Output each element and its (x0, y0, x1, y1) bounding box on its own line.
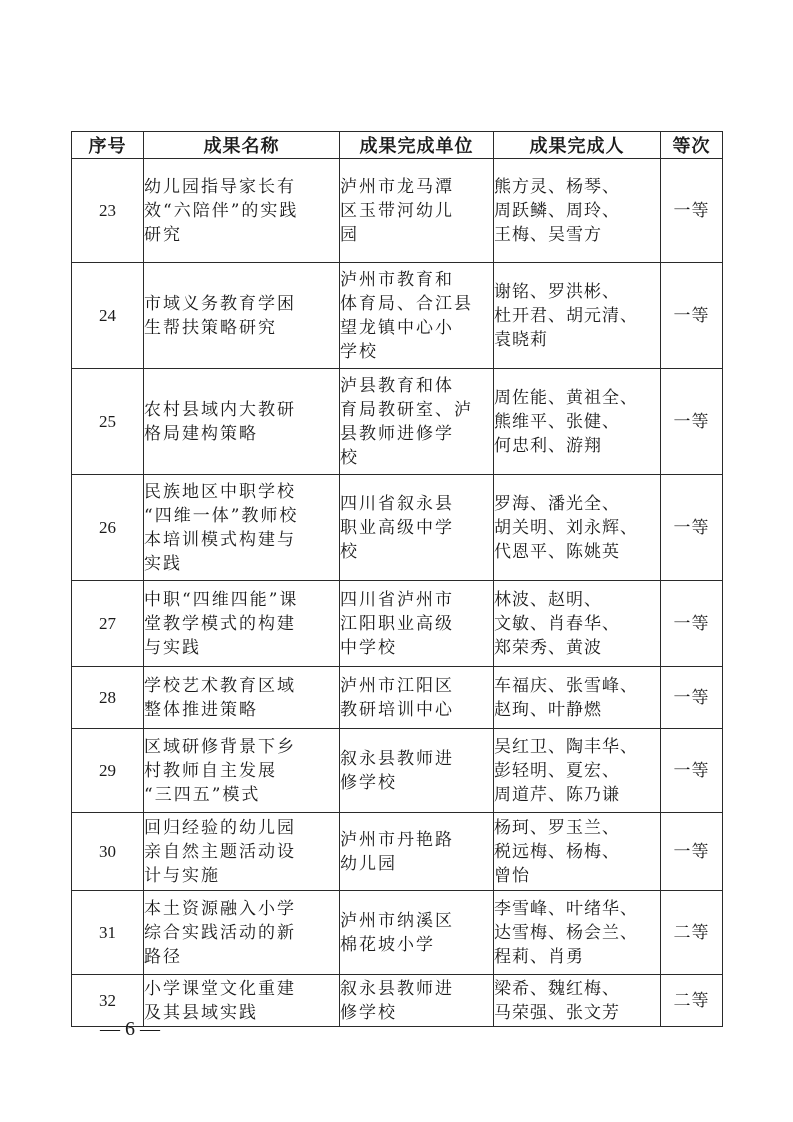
cell-completing-unit-text: 四川省泸州市 江阳职业高级 中学校 (340, 589, 454, 658)
cell-achievement-name (144, 475, 340, 581)
cell-grade-text: 一等 (673, 517, 710, 538)
cell-completing-unit-text: 四川省叙永县 职业高级中学 校 (340, 493, 454, 562)
cell-achievement-name (144, 581, 340, 667)
cell-achievement-name (144, 369, 340, 475)
cell-achievement-name (144, 891, 340, 975)
table-row (72, 159, 723, 263)
cell-completing-unit (340, 813, 494, 891)
cell-grade (661, 263, 723, 369)
cell-serial-number (72, 581, 144, 667)
header-completing-unit: 成果完成单位 (340, 132, 494, 159)
cell-grade-text: 一等 (673, 411, 710, 432)
cell-completing-unit (340, 369, 494, 475)
cell-completing-unit-text: 泸州市教育和 体育局、合江县 望龙镇中心小 学校 (340, 269, 473, 362)
cell-completing-unit (340, 667, 494, 729)
cell-serial-number (72, 263, 144, 369)
cell-completing-unit-text: 泸县教育和体 育局教研室、泸 县教师进修学 校 (340, 375, 473, 468)
cell-achievement-name-text: 农村县域内大教研 格局建构策略 (144, 399, 296, 444)
cell-completing-persons-text: 吴红卫、陶丰华、 彭轻明、夏宏、 周道芹、陈乃谦 (494, 736, 638, 805)
cell-completing-persons-text: 梁希、魏红梅、 马荣强、张文芳 (494, 978, 620, 1023)
cell-completing-persons-text: 周佐能、黄祖全、 熊维平、张健、 何忠利、游翔 (494, 387, 638, 456)
cell-achievement-name-text: 民族地区中职学校 “四维一体”教师校 本培训模式构建与 实践 (144, 481, 299, 574)
cell-grade-text: 一等 (673, 200, 710, 221)
header-grade: 等次 (661, 132, 723, 159)
cell-grade (661, 729, 723, 813)
cell-achievement-name (144, 159, 340, 263)
cell-completing-unit (340, 263, 494, 369)
cell-serial-number (72, 475, 144, 581)
table-body (72, 159, 723, 1027)
cell-completing-unit (340, 729, 494, 813)
cell-serial-number (72, 369, 144, 475)
cell-completing-persons (494, 729, 661, 813)
cell-achievement-name-text: 幼儿园指导家长有 效“六陪伴”的实践 研究 (144, 176, 299, 245)
cell-completing-persons-text: 李雪峰、叶绪华、 达雪梅、杨会兰、 程莉、肖勇 (494, 898, 638, 967)
cell-completing-persons (494, 263, 661, 369)
cell-completing-unit-text: 叙永县教师进 修学校 (340, 978, 454, 1023)
table-row (72, 891, 723, 975)
header-achievement-name: 成果名称 (144, 132, 340, 159)
cell-completing-persons (494, 369, 661, 475)
cell-grade-text: 一等 (673, 687, 710, 708)
cell-serial-number-text: 29 (99, 760, 116, 780)
cell-completing-persons (494, 159, 661, 263)
table-row (72, 263, 723, 369)
table-row (72, 813, 723, 891)
cell-serial-number-text: 30 (99, 841, 116, 861)
table-row (72, 581, 723, 667)
cell-grade-text: 二等 (673, 990, 710, 1011)
cell-completing-persons (494, 891, 661, 975)
cell-completing-unit-text: 泸州市龙马潭 区玉带河幼儿 园 (340, 176, 454, 245)
cell-serial-number-text: 27 (99, 613, 116, 633)
cell-serial-number (72, 891, 144, 975)
header-completing-persons: 成果完成人 (494, 132, 661, 159)
header-serial-number: 序号 (72, 132, 144, 159)
cell-completing-persons (494, 813, 661, 891)
cell-grade-text: 一等 (673, 841, 710, 862)
cell-serial-number-text: 32 (99, 990, 116, 1010)
cell-serial-number (72, 729, 144, 813)
awards-table (71, 131, 723, 1027)
cell-achievement-name (144, 813, 340, 891)
cell-achievement-name-text: 中职“四维四能”课 堂教学模式的构建 与实践 (144, 589, 299, 658)
cell-completing-persons-text: 罗海、潘光全、 胡关明、刘永辉、 代恩平、陈姚英 (494, 493, 638, 562)
cell-grade (661, 369, 723, 475)
table-row (72, 369, 723, 475)
cell-completing-persons-text: 杨珂、罗玉兰、 税远梅、杨梅、 曾怡 (494, 817, 620, 886)
cell-achievement-name-text: 市域义务教育学困 生帮扶策略研究 (144, 293, 296, 338)
cell-completing-unit (340, 975, 494, 1027)
cell-completing-persons-text: 车福庆、张雪峰、 赵珣、叶静燃 (494, 675, 638, 720)
cell-grade (661, 159, 723, 263)
cell-completing-persons (494, 475, 661, 581)
cell-completing-unit (340, 159, 494, 263)
cell-completing-persons-text: 熊方灵、杨琴、 周跃鳞、周玲、 王梅、吴雪方 (494, 176, 620, 245)
table-row (72, 729, 723, 813)
cell-achievement-name-text: 本土资源融入小学 综合实践活动的新 路径 (144, 898, 296, 967)
cell-completing-unit (340, 581, 494, 667)
table-header-row (72, 132, 723, 159)
cell-achievement-name-text: 区域研修背景下乡 村教师自主发展 “三四五”模式 (144, 736, 296, 805)
cell-achievement-name-text: 小学课堂文化重建 及其县域实践 (144, 978, 296, 1023)
cell-completing-persons-text: 林波、赵明、 文敏、肖春华、 郑荣秀、黄波 (494, 589, 620, 658)
table-row (72, 667, 723, 729)
cell-grade-text: 一等 (673, 305, 710, 326)
cell-serial-number (72, 667, 144, 729)
cell-serial-number-text: 28 (99, 687, 116, 707)
cell-serial-number-text: 24 (99, 305, 116, 325)
cell-grade (661, 975, 723, 1027)
cell-grade-text: 二等 (673, 922, 710, 943)
cell-serial-number-text: 23 (99, 200, 116, 220)
cell-completing-persons (494, 581, 661, 667)
cell-serial-number-text: 31 (99, 922, 116, 942)
cell-completing-unit-text: 泸州市纳溪区 棉花坡小学 (340, 910, 454, 955)
cell-completing-unit-text: 叙永县教师进 修学校 (340, 748, 454, 793)
cell-grade (661, 891, 723, 975)
cell-completing-persons-text: 谢铭、罗洪彬、 杜开君、胡元清、 袁晓莉 (494, 281, 638, 350)
cell-serial-number (72, 813, 144, 891)
cell-grade-text: 一等 (673, 613, 710, 634)
cell-completing-persons (494, 667, 661, 729)
cell-serial-number-text: 26 (99, 517, 116, 537)
cell-achievement-name (144, 667, 340, 729)
table-row (72, 475, 723, 581)
cell-completing-unit (340, 891, 494, 975)
cell-achievement-name (144, 975, 340, 1027)
page-number: — 6 — (100, 1018, 160, 1040)
cell-completing-unit (340, 475, 494, 581)
cell-grade (661, 813, 723, 891)
cell-achievement-name (144, 729, 340, 813)
cell-serial-number-text: 25 (99, 411, 116, 431)
cell-grade (661, 475, 723, 581)
cell-grade (661, 581, 723, 667)
cell-achievement-name (144, 263, 340, 369)
cell-completing-persons (494, 975, 661, 1027)
cell-completing-unit-text: 泸州市江阳区 教研培训中心 (340, 675, 454, 720)
cell-achievement-name-text: 回归经验的幼儿园 亲自然主题活动设 计与实施 (144, 817, 296, 886)
cell-completing-unit-text: 泸州市丹艳路 幼儿园 (340, 829, 454, 874)
table-row (72, 975, 723, 1027)
cell-serial-number (72, 159, 144, 263)
cell-grade-text: 一等 (673, 760, 710, 781)
cell-achievement-name-text: 学校艺术教育区域 整体推进策略 (144, 675, 296, 720)
cell-grade (661, 667, 723, 729)
